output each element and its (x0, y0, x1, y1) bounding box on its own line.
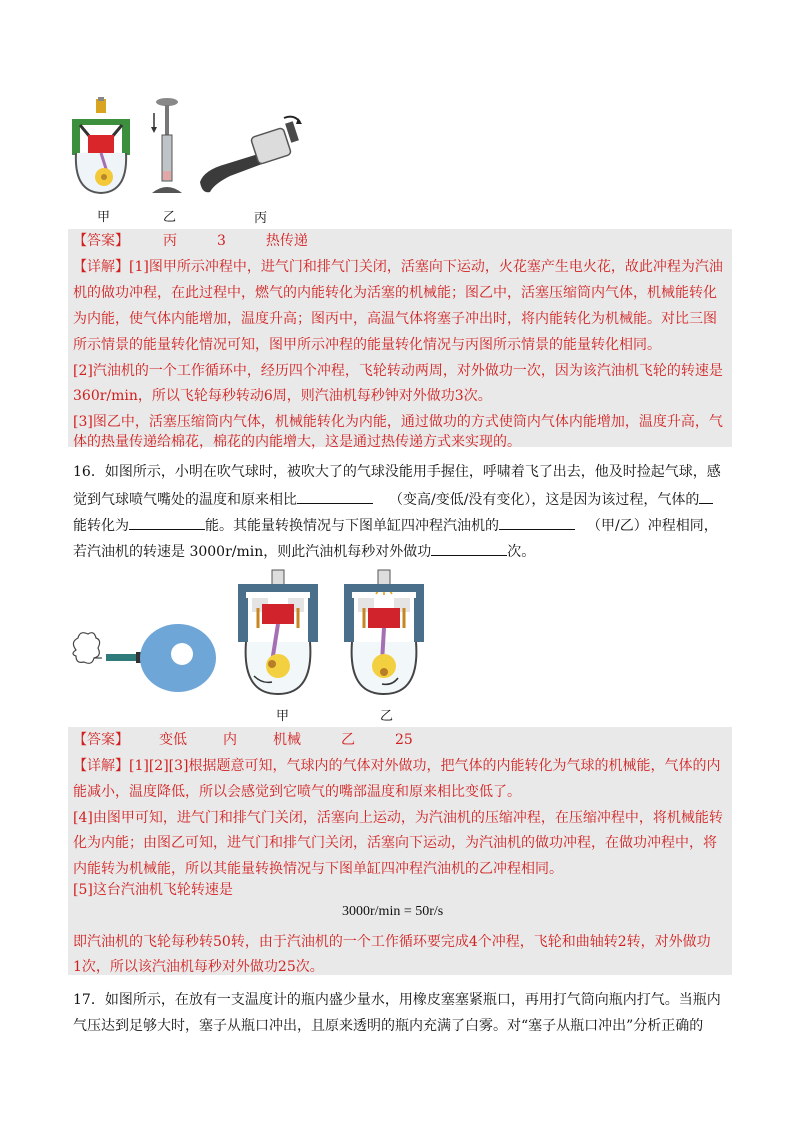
engine-jia-figure (232, 568, 324, 698)
question-17-line: 17．如图所示，在放有一支温度计的瓶内盛少量水，用橡皮塞塞紧瓶口，再用打气筒向瓶内打气。当瓶内 (73, 992, 721, 1008)
detail-line: 能减小，温度降低，所以会感觉到它喷气的嘴部温度和原来相比变低了。 (73, 784, 521, 800)
detail-line: [4]由图甲可知，进气门和排气门关闭，活塞向上运动，为汽油机的压缩冲程，在压缩冲程中，将机械能转 (73, 810, 723, 826)
detail-line: 【详解】[1][2][3]根据题意可知，气球内的气体对外做功，把气体的内能转化为气球的机械能，气体的内 (73, 758, 721, 774)
balloon-figure (68, 610, 218, 700)
detail-line: 即汽油机的飞轮每秒转50转，由于汽油机的一个工作循环要完成4个冲程，飞轮和曲轴转2转，对外做功 (73, 934, 711, 950)
caption-jia: 甲 (276, 709, 290, 724)
caption-yi: 乙 (380, 709, 394, 724)
question-16-line: 能转化为 能。其能量转换情况与下图单缸四冲程汽油机的 （甲/乙）冲程相同， (73, 515, 718, 536)
air-pump-figure (146, 97, 186, 197)
detail-line: 机的做功冲程，在此过程中，燃气的内能转化为活塞的机械能；图乙中，活塞压缩筒内气体，机械能转化 (73, 285, 717, 301)
answer-line-16: 【答案】 变低 内 机械 乙 25 (73, 732, 413, 748)
answer-line-15: 【答案】 丙 3 热传递 (73, 233, 308, 249)
caption-bing: 丙 (254, 211, 268, 226)
question-16-line: 若汽油机的转速是 3000r/min，则此汽油机每秒对外做功 次。 (73, 541, 535, 562)
detail-line: 体的热量传递给棉花，棉花的内能增大，这是通过热传递方式来实现的。 (73, 434, 521, 450)
detail-line: 内能转为机械能，所以其能量转换情况与下图单缸四冲程汽油机的乙冲程相同。 (73, 861, 563, 877)
detail-line: [2]汽油机的一个工作循环中，经历四个冲程，飞轮转动两周，对外做功一次，因为该汽油机飞轮的转速是 (73, 363, 723, 379)
tube-cork-figure (196, 112, 306, 202)
equation: 3000r/min = 50r/s (342, 904, 444, 919)
question-16-line: 觉到气球喷气嘴处的温度和原来相比 （变高/变低/没有变化），这是因为该过程，气体的 (73, 489, 713, 510)
detail-line: 为内能，使气体内能增加，温度升高；图丙中，高温气体将塞子冲出时，将内能转化为机械能。对比三图 (73, 311, 717, 327)
detail-line: 【详解】[1]图甲所示冲程中，进气门和排气门关闭，活塞向下运动，火花塞产生电火花，故此冲程为汽油 (73, 259, 723, 275)
detail-line: 1次，所以该汽油机每秒对外做功25次。 (73, 959, 324, 975)
detail-line: 360r/min，所以飞轮每秒转动6周，则汽油机每秒钟对外做功3次。 (73, 388, 492, 404)
caption-yi: 乙 (163, 210, 177, 225)
caption-jia: 甲 (97, 210, 111, 225)
detail-line: 化为内能；由图乙可知，进气门和排气门关闭，活塞向下运动，为汽油机的做功冲程，在做功冲程中，将 (73, 835, 717, 851)
engine-yi-figure (338, 568, 430, 698)
detail-line: [5]这台汽油机飞轮转速是 (73, 882, 233, 898)
engine-cylinder-figure (68, 97, 138, 197)
question-17-line: 气压达到足够大时，塞子从瓶口冲出，且原来透明的瓶内充满了白雾。对“塞子从瓶口冲出”分析正确的 (73, 1018, 704, 1034)
question-16-line: 16．如图所示，小明在吹气球时，被吹大了的气球没能用手握住，呼啸着飞了出去，他及时捡起气球，感 (73, 464, 721, 480)
detail-line: 所示情景的能量转化情况可知，图甲所示冲程的能量转化情况与丙图所示情景的能量转化相同。 (73, 337, 661, 353)
detail-line: [3]图乙中，活塞压缩筒内气体，机械能转化为内能，通过做功的方式使筒内气体内能增加，温度升高，气 (73, 414, 723, 430)
